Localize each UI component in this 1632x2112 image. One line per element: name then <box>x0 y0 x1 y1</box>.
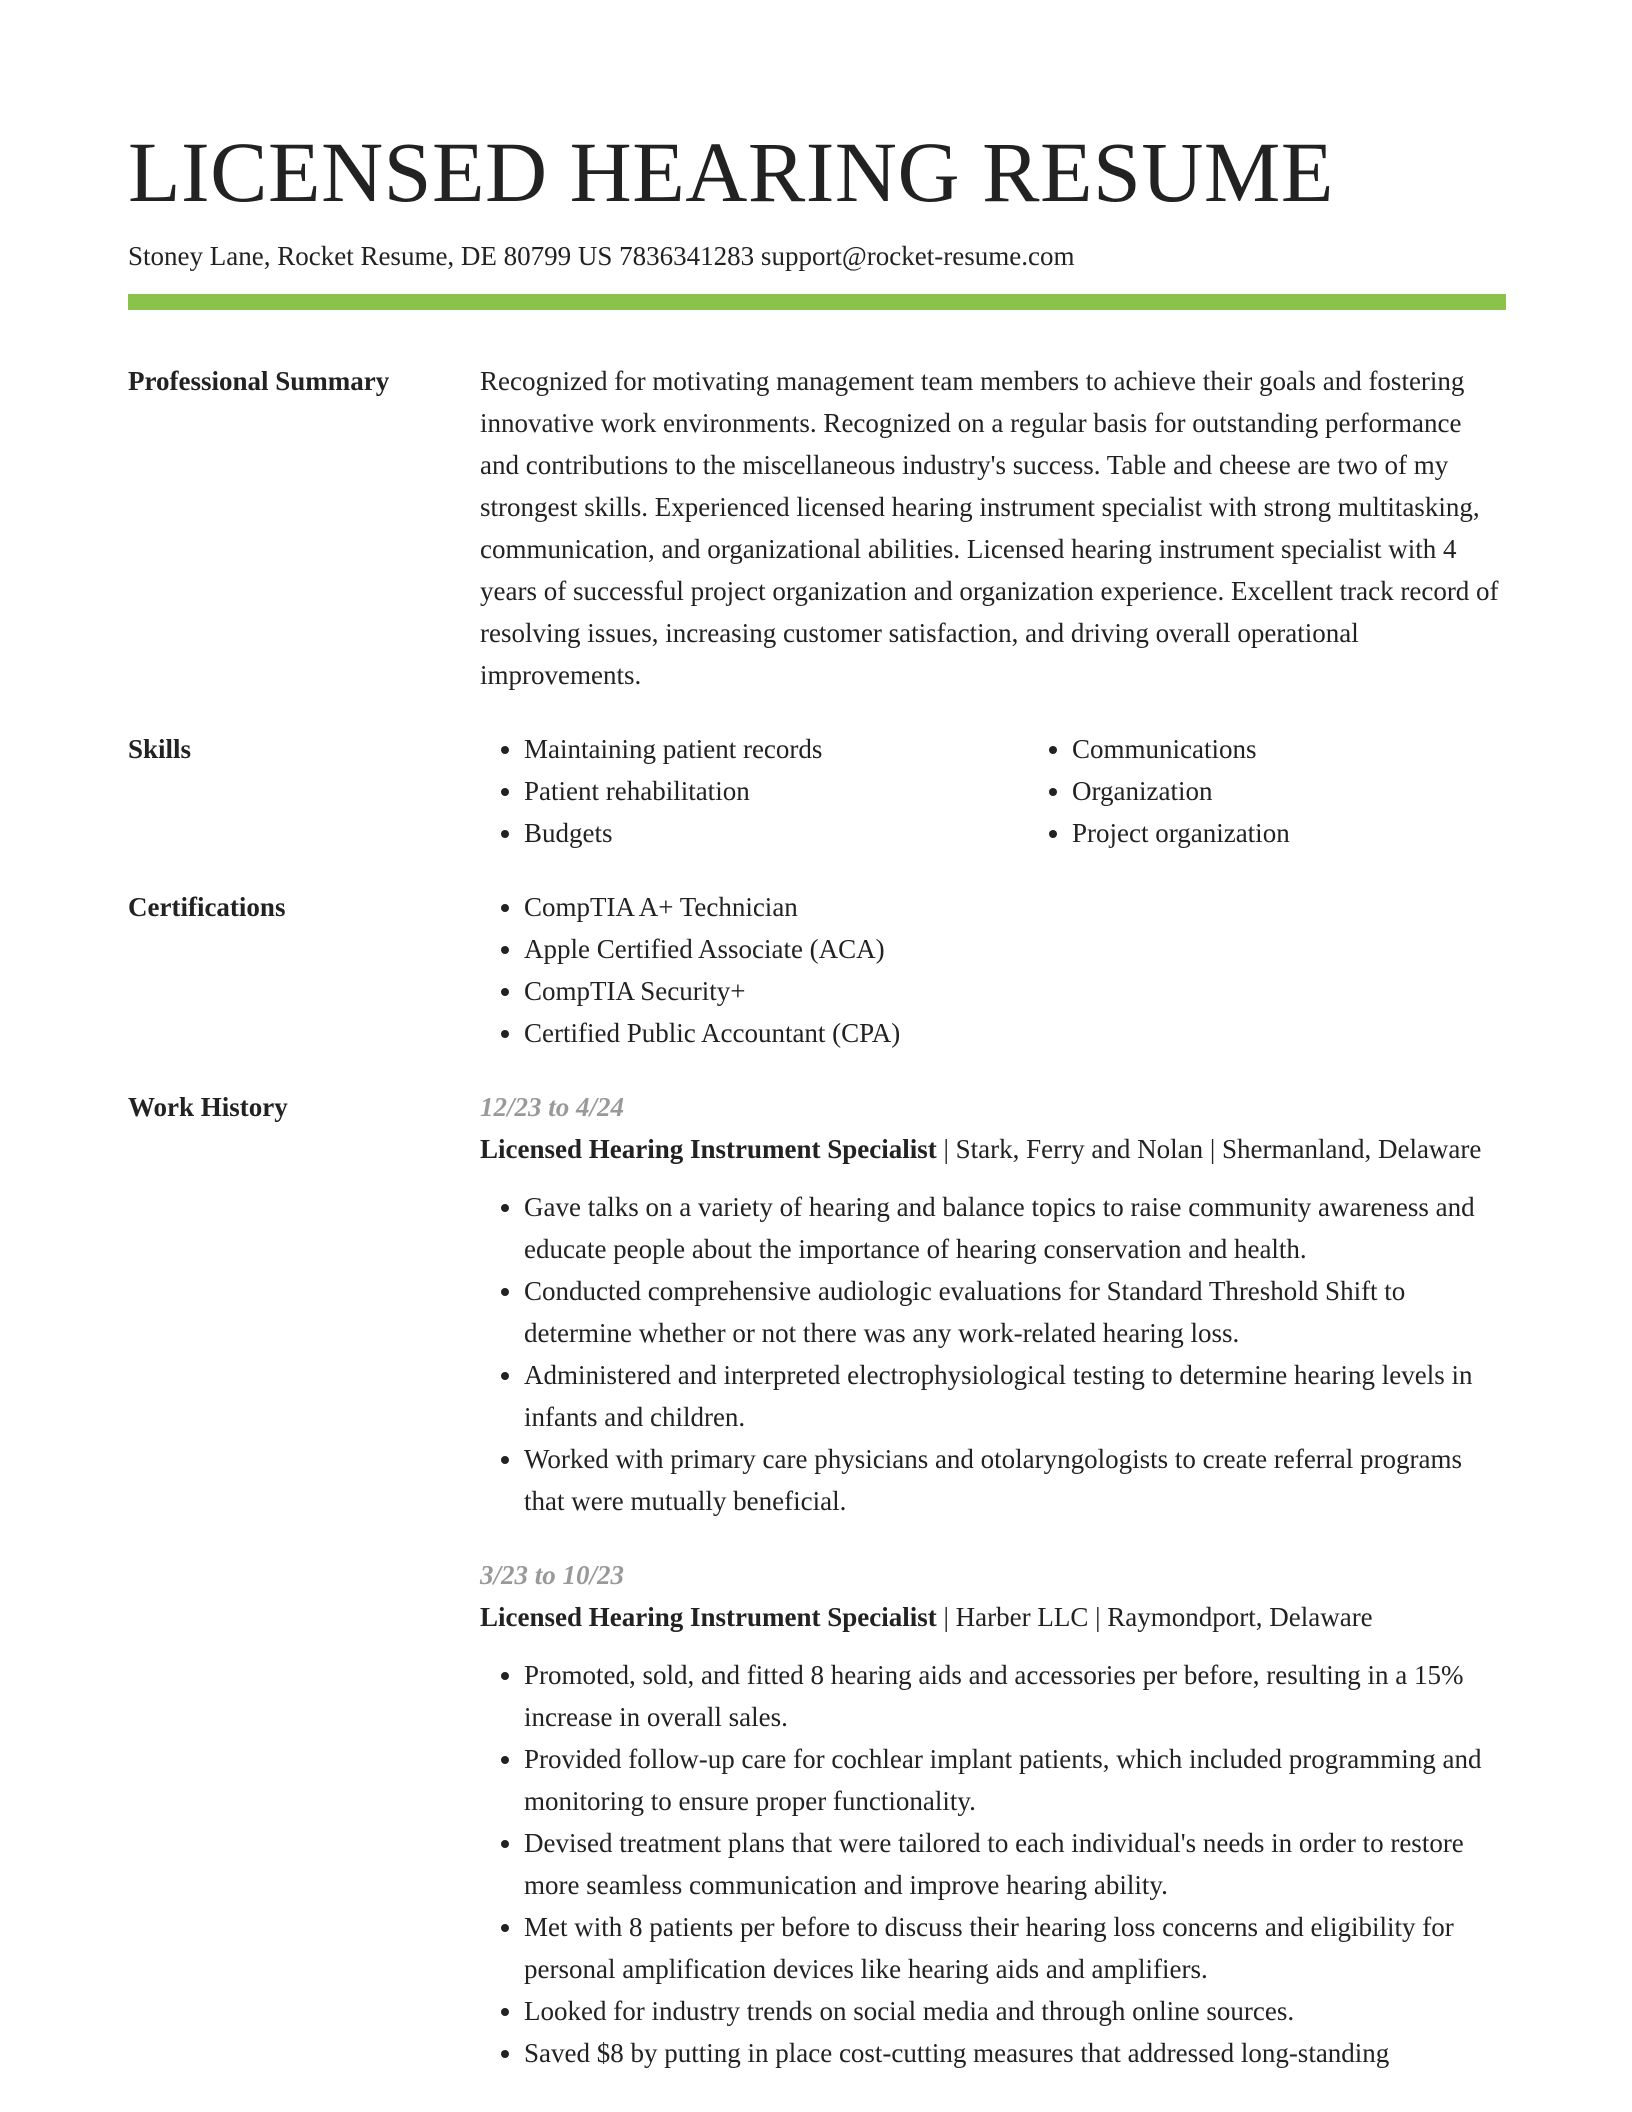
certifications-section <box>128 886 1506 1054</box>
summary-text: Recognized for motivating management team members to achieve their goals and fostering innovative work environments. Recognized on a regular basis for outstanding performance and contributions to the miscellaneous industry's success. Table and cheese are two of my strongest skills. Experienced licensed hearing instrument specialist with strong multitasking, communication, and organizational abilities. Licensed hearing instrument specialist with 4 years of successful project organization and organization experience. Excellent track record of resolving issues, increasing customer satisfaction, and driving overall operational improvements. <box>480 366 1499 690</box>
job-title: Licensed Hearing Instrument Specialist <box>480 1134 937 1164</box>
job-title-line <box>480 1596 1506 1638</box>
resume-title: LICENSED HEARING RESUME <box>128 124 1334 220</box>
certification-item: • Certified Public Accountant (CPA) <box>524 1012 1506 1054</box>
job-entry <box>480 1554 1506 2074</box>
job-title-line <box>480 1128 1506 1170</box>
job-dates: 3/23 to 10/23 <box>480 1560 625 1590</box>
certification-item: • CompTIA A+ Technician <box>524 886 1506 928</box>
skills-list-left <box>480 728 1028 854</box>
job-bullets <box>480 1654 1506 2074</box>
job-title: Licensed Hearing Instrument Specialist <box>480 1602 937 1632</box>
job-bullet: • Gave talks on a variety of hearing and balance topics to raise community awareness and educate people about the importance of hearing conservation and health. <box>524 1186 1506 1270</box>
skill-item: • Communications <box>1072 728 1576 770</box>
job-company-location: | Stark, Ferry and Nolan | Shermanland, Delaware <box>936 1134 1482 1164</box>
skills-body <box>480 728 1576 854</box>
work-history-section <box>128 1086 1506 2074</box>
certifications-body <box>480 886 1506 1054</box>
job-bullet: • Conducted comprehensive audiologic evaluations for Standard Threshold Shift to determine whether or not there was any work-related hearing loss. <box>524 1270 1506 1354</box>
skills-section <box>128 728 1506 854</box>
job-bullet: • Saved $8 by putting in place cost-cutting measures that addressed long-standing <box>524 2032 1506 2074</box>
job-bullet: • Devised treatment plans that were tailored to each individual's needs in order to restore more seamless communication and improve hearing ability. <box>524 1822 1506 1906</box>
work-history-body <box>480 1086 1506 2074</box>
skill-item: • Maintaining patient records <box>524 728 1028 770</box>
contact-line: Stoney Lane, Rocket Resume, DE 80799 US 7836341283 support@rocket-resume.com <box>128 241 1075 271</box>
summary-body <box>480 360 1506 696</box>
job-bullet: • Met with 8 patients per before to discuss their hearing loss concerns and eligibility for personal amplification devices like hearing aids and amplifiers. <box>524 1906 1506 1990</box>
skill-item: • Patient rehabilitation <box>524 770 1028 812</box>
job-entry <box>480 1086 1506 1522</box>
skill-item: • Budgets <box>524 812 1028 854</box>
skill-item: • Project organization <box>1072 812 1576 854</box>
accent-divider <box>128 294 1506 310</box>
section-label-certifications: Certifications <box>128 892 286 922</box>
job-bullets <box>480 1186 1506 1522</box>
section-label-summary: Professional Summary <box>128 366 390 396</box>
resume-page <box>128 0 1506 2074</box>
certification-item: • CompTIA Security+ <box>524 970 1506 1012</box>
job-bullet: • Administered and interpreted electrophysiological testing to determine hearing levels in infants and children. <box>524 1354 1506 1438</box>
certification-item: • Apple Certified Associate (ACA) <box>524 928 1506 970</box>
job-bullet: • Looked for industry trends on social media and through online sources. <box>524 1990 1506 2032</box>
skills-grid <box>480 728 1576 854</box>
job-bullet: • Promoted, sold, and fitted 8 hearing aids and accessories per before, resulting in a 15% increase in overall sales. <box>524 1654 1506 1738</box>
skills-list-right <box>1028 728 1576 854</box>
job-company-location: | Harber LLC | Raymondport, Delaware <box>936 1602 1373 1632</box>
summary-section <box>128 360 1506 696</box>
job-dates: 12/23 to 4/24 <box>480 1092 625 1122</box>
section-label-work-history: Work History <box>128 1092 288 1122</box>
section-label-skills: Skills <box>128 734 192 764</box>
certifications-list <box>480 886 1506 1054</box>
job-bullet: • Worked with primary care physicians and otolaryngologists to create referral programs that were mutually beneficial. <box>524 1438 1506 1522</box>
skill-item: • Organization <box>1072 770 1576 812</box>
job-bullet: • Provided follow-up care for cochlear implant patients, which included programming and monitoring to ensure proper functionality. <box>524 1738 1506 1822</box>
